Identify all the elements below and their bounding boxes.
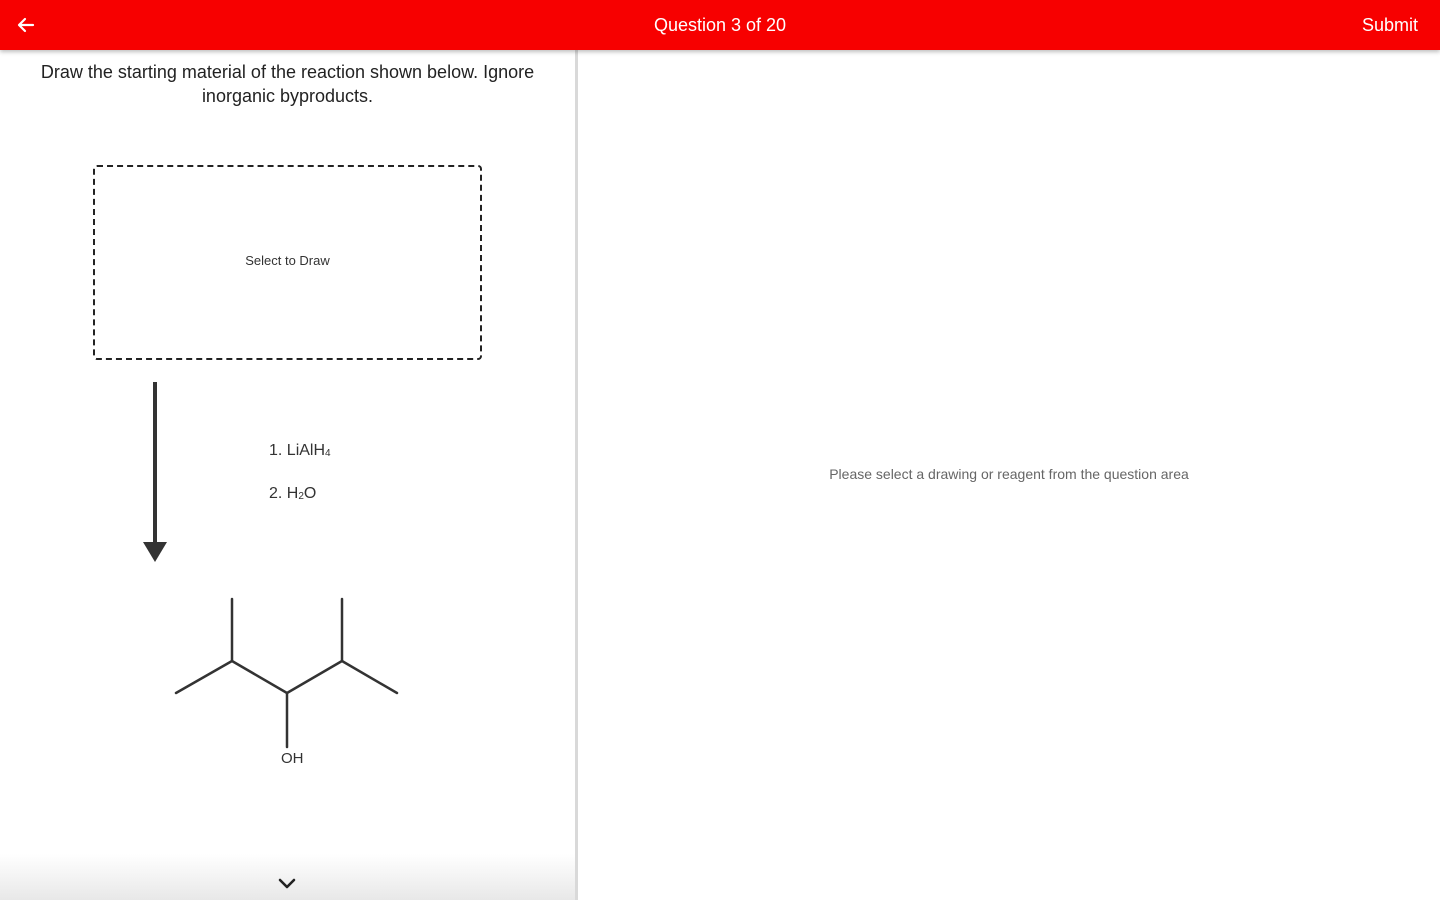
back-button[interactable]: [10, 9, 42, 41]
chevron-down-icon[interactable]: [276, 876, 298, 892]
empty-state-message: Please select a drawing or reagent from the question area: [829, 466, 1189, 482]
draw-box-label: Select to Draw: [245, 253, 330, 268]
submit-button[interactable]: Submit: [1362, 9, 1418, 41]
arrow-left-icon: [16, 15, 36, 35]
question-area: [0, 50, 575, 900]
hydroxyl-label: OH: [281, 750, 304, 767]
header-bar: [0, 0, 1440, 50]
reaction-arrow-icon: [140, 382, 170, 564]
reagent-step-2[interactable]: 2. $H_2O$: [269, 485, 317, 502]
draw-starting-material-box[interactable]: [93, 165, 482, 360]
question-counter: Question 3 of 20: [653, 15, 787, 35]
question-prompt: Draw the starting material of the reaction shown below. Ignore inorganic byproducts.: [40, 62, 535, 106]
reagent-step-1[interactable]: 1. LiAlH$_4$: [269, 442, 331, 459]
drawing-area: [578, 50, 1440, 900]
product-molecule[interactable]: [160, 590, 420, 820]
